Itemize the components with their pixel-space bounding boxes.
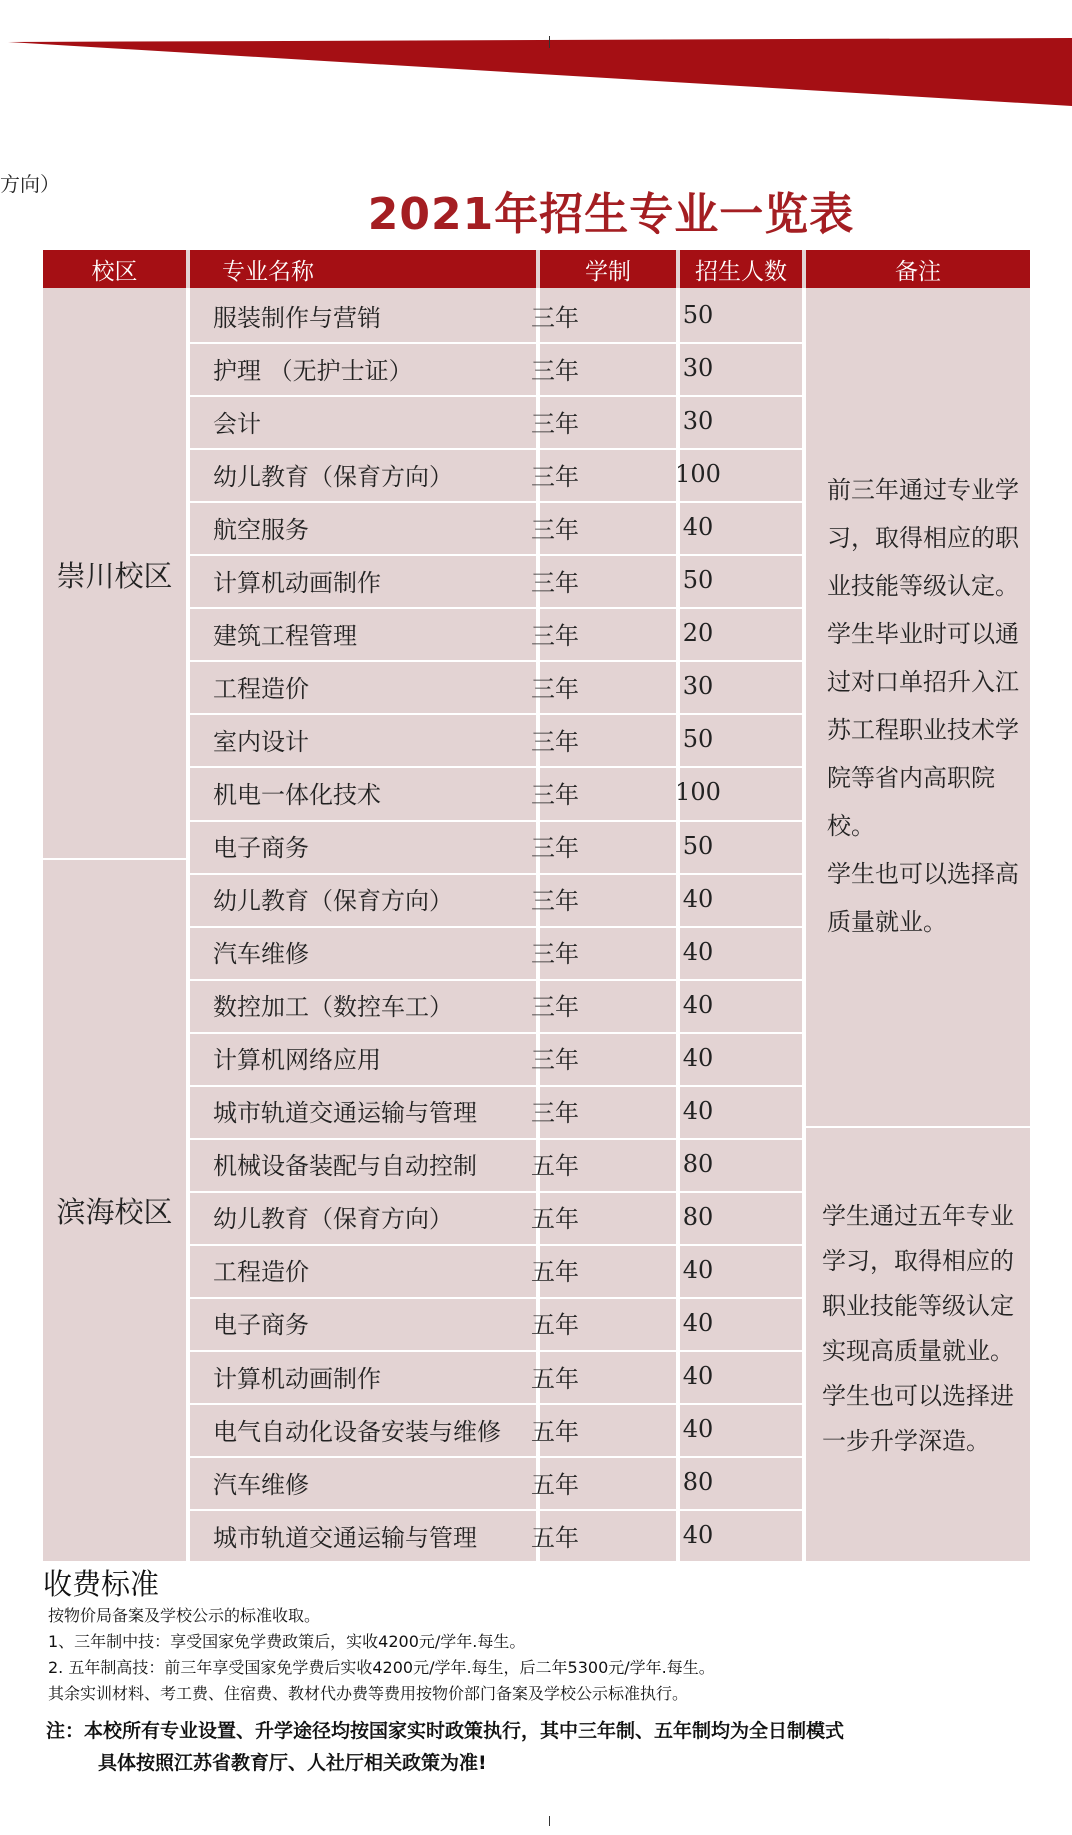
enroll-count: 40 bbox=[682, 1521, 714, 1550]
divider-tick bbox=[549, 1816, 550, 1826]
fee-line: 按物价局备案及学校公示的标准收取。 bbox=[48, 1606, 321, 1625]
header-count: 招生人数 bbox=[680, 250, 802, 288]
enroll-count: 40 bbox=[682, 1362, 714, 1390]
table-row bbox=[190, 608, 802, 658]
header-major: 专业名称 bbox=[190, 250, 536, 288]
enroll-count: 80 bbox=[682, 1149, 714, 1178]
table-row bbox=[190, 767, 802, 817]
major-name: 护理 （无护士证） bbox=[213, 356, 413, 385]
major-name: 会计 bbox=[213, 409, 261, 438]
enroll-count: 20 bbox=[682, 619, 714, 648]
table-row bbox=[190, 1192, 802, 1242]
fees-heading: 收费标准 bbox=[43, 1567, 160, 1601]
remark-three-year: 前三年通过专业学 习，取得相应的职 业技能等级认定。 学生毕业时可以通 过对口单招升入江 苏工程职业技术学 院等省内高职院校。 学生也可以选择高 质量就业。 bbox=[827, 476, 1019, 936]
table-row bbox=[190, 1139, 802, 1189]
enroll-count: 50 bbox=[682, 725, 714, 754]
table-row bbox=[190, 927, 802, 977]
study-system: 五年 bbox=[531, 1523, 579, 1552]
table-row bbox=[190, 290, 802, 340]
study-system: 五年 bbox=[531, 1205, 579, 1234]
remark-five-year: 学生通过五年专业 学习，取得相应的 职业技能等级认定 实现高质量就业。 学生也可以选择进 一步升学深造。 bbox=[822, 1202, 1014, 1455]
study-system: 五年 bbox=[531, 1152, 579, 1181]
study-system: 三年 bbox=[531, 780, 579, 809]
study-system: 五年 bbox=[531, 1311, 579, 1340]
page-title: 2021年招生专业一览表 bbox=[367, 189, 855, 240]
enroll-count: 100 bbox=[675, 778, 721, 807]
study-system: 三年 bbox=[531, 409, 579, 438]
table-row bbox=[190, 1086, 802, 1136]
policy-note: 注：本校所有专业设置、升学途径均按国家实时政策执行，其中三年制、五年制均为全日制模式 bbox=[46, 1720, 845, 1742]
enroll-count: 40 bbox=[682, 990, 714, 1019]
enroll-count: 100 bbox=[675, 460, 721, 489]
table-row bbox=[190, 343, 802, 393]
study-system: 三年 bbox=[531, 356, 579, 385]
enroll-count: 40 bbox=[682, 937, 714, 966]
corner-fragment: 方向） bbox=[0, 172, 60, 196]
major-name: 工程造价 bbox=[213, 674, 309, 703]
major-name: 城市轨道交通运输与管理 bbox=[213, 1099, 477, 1128]
table-row bbox=[190, 1457, 802, 1507]
table-row bbox=[190, 980, 802, 1030]
fee-line: 其余实训材料、考工费、住宿费、教材代办费等费用按物价部门备案及学校公示标准执行。 bbox=[48, 1684, 689, 1703]
study-system: 五年 bbox=[531, 1417, 579, 1446]
study-system: 三年 bbox=[531, 674, 579, 703]
major-name: 汽车维修 bbox=[213, 1470, 309, 1499]
campus-binhai: 滨海校区 bbox=[56, 1195, 173, 1229]
major-name: 电子商务 bbox=[213, 1311, 309, 1340]
table-row bbox=[190, 821, 802, 871]
major-name: 工程造价 bbox=[213, 1258, 309, 1287]
major-name: 航空服务 bbox=[213, 515, 309, 544]
major-name: 电子商务 bbox=[213, 834, 309, 862]
major-name: 建筑工程管理 bbox=[213, 621, 357, 650]
enrollment-table bbox=[43, 250, 1030, 1561]
enroll-count: 80 bbox=[682, 1202, 714, 1231]
major-name: 计算机动画制作 bbox=[213, 1364, 381, 1393]
major-name: 幼儿教育（保育方向） bbox=[213, 887, 453, 916]
table-row bbox=[190, 661, 802, 711]
study-system: 三年 bbox=[531, 515, 579, 544]
policy-note: 具体按照江苏省教育厅、人社厅相关政策为准! bbox=[98, 1752, 487, 1774]
study-system: 三年 bbox=[531, 887, 579, 916]
study-system: 三年 bbox=[531, 621, 579, 650]
major-name: 数控加工（数控车工） bbox=[213, 993, 453, 1022]
study-system: 五年 bbox=[531, 1258, 579, 1287]
major-name: 计算机网络应用 bbox=[213, 1046, 381, 1075]
table-row bbox=[190, 396, 802, 446]
table-row bbox=[190, 449, 802, 499]
major-name: 服装制作与营销 bbox=[213, 303, 381, 332]
col-divider bbox=[802, 288, 806, 1561]
header-system: 学制 bbox=[540, 250, 676, 288]
fee-line: 1、三年制中技：享受国家免学费政策后，实收4200元/学年.每生。 bbox=[48, 1632, 526, 1651]
major-name: 机械设备装配与自动控制 bbox=[213, 1152, 477, 1181]
major-name: 城市轨道交通运输与管理 bbox=[213, 1523, 477, 1552]
enroll-count: 40 bbox=[682, 1255, 714, 1284]
enroll-count: 40 bbox=[682, 884, 714, 913]
table-row bbox=[190, 555, 802, 605]
fee-line: 2. 五年制高技：前三年享受国家免学费后实收4200元/学年.每生，后二年5300元/学年.每生。 bbox=[48, 1658, 715, 1677]
major-name: 计算机动画制作 bbox=[213, 568, 381, 597]
enroll-count: 30 bbox=[682, 354, 714, 383]
major-name: 室内设计 bbox=[213, 727, 309, 756]
table-row bbox=[190, 1510, 802, 1560]
study-system: 三年 bbox=[531, 727, 579, 756]
top-banner bbox=[0, 0, 1072, 130]
table-row bbox=[190, 502, 802, 552]
study-system: 三年 bbox=[531, 1099, 579, 1128]
enroll-count: 40 bbox=[682, 1096, 714, 1125]
major-name: 汽车维修 bbox=[213, 940, 309, 969]
divider-tick bbox=[549, 36, 550, 48]
table-row bbox=[190, 1245, 802, 1295]
study-system: 五年 bbox=[531, 1470, 579, 1499]
enroll-count: 40 bbox=[682, 513, 714, 542]
table-row bbox=[190, 714, 802, 764]
table-row bbox=[190, 1033, 802, 1083]
header-campus: 校区 bbox=[43, 250, 186, 288]
major-name: 机电一体化技术 bbox=[213, 780, 381, 809]
study-system: 三年 bbox=[531, 462, 579, 491]
study-system: 三年 bbox=[531, 568, 579, 597]
campus-chongchuan: 崇川校区 bbox=[56, 558, 173, 593]
enroll-count: 50 bbox=[682, 831, 714, 860]
study-system: 三年 bbox=[531, 834, 579, 862]
study-system: 三年 bbox=[531, 940, 579, 969]
table-row bbox=[190, 1298, 802, 1348]
major-name: 电气自动化设备安装与维修 bbox=[213, 1417, 501, 1446]
enroll-count: 40 bbox=[682, 1308, 714, 1337]
study-system: 三年 bbox=[531, 1046, 579, 1075]
enroll-count: 50 bbox=[682, 566, 714, 595]
major-name: 幼儿教育（保育方向） bbox=[213, 1205, 453, 1234]
study-system: 三年 bbox=[531, 993, 579, 1022]
study-system: 三年 bbox=[531, 303, 579, 332]
enroll-count: 40 bbox=[682, 1043, 714, 1072]
major-name: 幼儿教育（保育方向） bbox=[213, 462, 453, 491]
table-row bbox=[190, 1404, 802, 1454]
header-remark: 备注 bbox=[806, 250, 1030, 288]
enroll-count: 30 bbox=[682, 672, 714, 701]
table-row bbox=[190, 1351, 802, 1401]
study-system: 五年 bbox=[531, 1364, 579, 1393]
enroll-count: 40 bbox=[682, 1415, 714, 1444]
table-row bbox=[190, 874, 802, 924]
enroll-count: 30 bbox=[682, 407, 714, 436]
enroll-count: 80 bbox=[682, 1468, 714, 1497]
remark-divider bbox=[806, 1126, 1030, 1128]
enroll-count: 50 bbox=[682, 301, 714, 329]
